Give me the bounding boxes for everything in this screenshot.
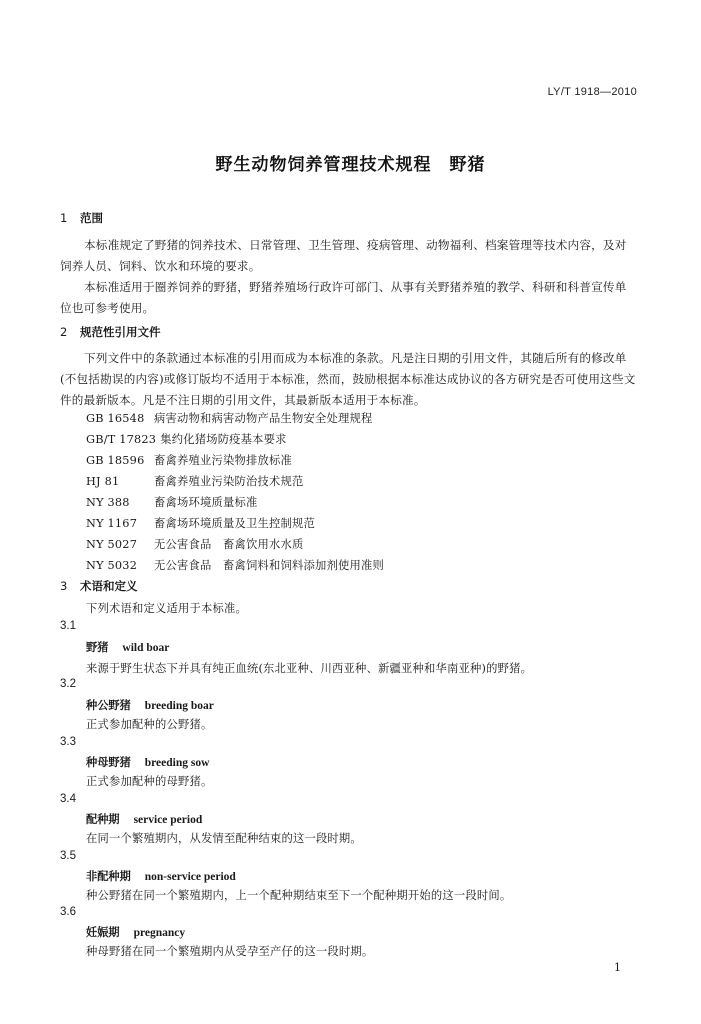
term-number: 3.4 [60,793,76,805]
section-3-intro: 下列术语和定义适用于本标准。 [86,602,247,615]
title-main: 野生动物饲养管理技术规程 [215,155,432,175]
section-3-heading: 3 术语和定义 [60,579,138,593]
term-definition: 正式参加配种的公野猪。 [86,718,213,731]
term-definition: 在同一个繁殖期内，从发情至配种结束的这一段时期。 [86,832,362,845]
term-definition: 来源于野生状态下并具有纯正血统(东北亚种、川西亚种、新疆亚种和华南亚种)的野猪。 [86,662,533,675]
reference-item: NY 1167 畜禽场环境质量及卫生控制规范 [86,517,315,530]
section-2-paragraph: 下列文件中的条款通过本标准的引用而成为本标准的条款。凡是注日期的引用文件，其随后所有的修改单(不包括勘误的内容)或修订版均不适用于本标准，然而，鼓励根据本标准达成协议的各方研究是否可使用这些文件的最新版本。凡是不注日期的引用文件，其最新版本适用于本标准。 [60,351,636,407]
term-name: 配种期 service period [86,813,203,826]
reference-item: NY 5027 无公害食品 畜禽饮用水水质 [86,538,304,551]
term-name: 种公野猪 breeding boar [86,699,214,712]
section-2-heading: 2 规范性引用文件 [60,325,161,339]
reference-item: NY 388 畜禽场环境质量标准 [86,496,258,509]
reference-item: NY 5032 无公害食品 畜禽饲料和饲料添加剂使用准则 [86,559,384,572]
reference-item: GB 16548 病害动物和病害动物产品生物安全处理规程 [86,412,373,425]
term-definition: 种母野猪在同一个繁殖期内从受孕至产仔的这一段时期。 [86,945,374,958]
term-name: 种母野猪 breeding sow [86,756,210,769]
page-number: 1 [614,961,621,974]
reference-item: GB 18596 畜禽养殖业污染物排放标准 [86,454,292,467]
term-number: 3.3 [60,736,76,748]
term-name: 妊娠期 pregnancy [86,926,186,939]
section-1-paragraph-2: 本标准适用于圈养饲养的野猪，野猪养殖场行政许可部门、从事有关野猪养殖的教学、科研和科普宣传单位也可参考使用。 [60,280,627,315]
document-title [0,150,701,175]
term-number: 3.5 [60,850,76,862]
section-1-paragraph-1: 本标准规定了野猪的饲养技术、日常管理、卫生管理、疫病管理、动物福利、档案管理等技术内容，及对饲养人员、饲料、饮水和环境的要求。 [60,238,627,273]
standard-code: LY/T 1918—2010 [547,86,637,98]
term-name: 非配种期 non-service period [86,870,236,883]
section-1-heading: 1 范围 [60,211,103,225]
term-number: 3.2 [60,678,76,690]
reference-item: HJ 81 畜禽养殖业污染防治技术规范 [86,475,304,488]
term-name: 野猪 wild boar [86,641,170,654]
reference-item: GB/T 17823 集约化猪场防疫基本要求 [86,433,287,446]
title-sub: 野猪 [449,155,486,175]
term-number: 3.1 [60,620,76,632]
term-definition: 种公野猪在同一个繁殖期内，上一个配种期结束至下一个配种期开始的这一段时间。 [86,889,512,902]
term-number: 3.6 [60,906,76,918]
term-definition: 正式参加配种的母野猪。 [86,775,213,788]
